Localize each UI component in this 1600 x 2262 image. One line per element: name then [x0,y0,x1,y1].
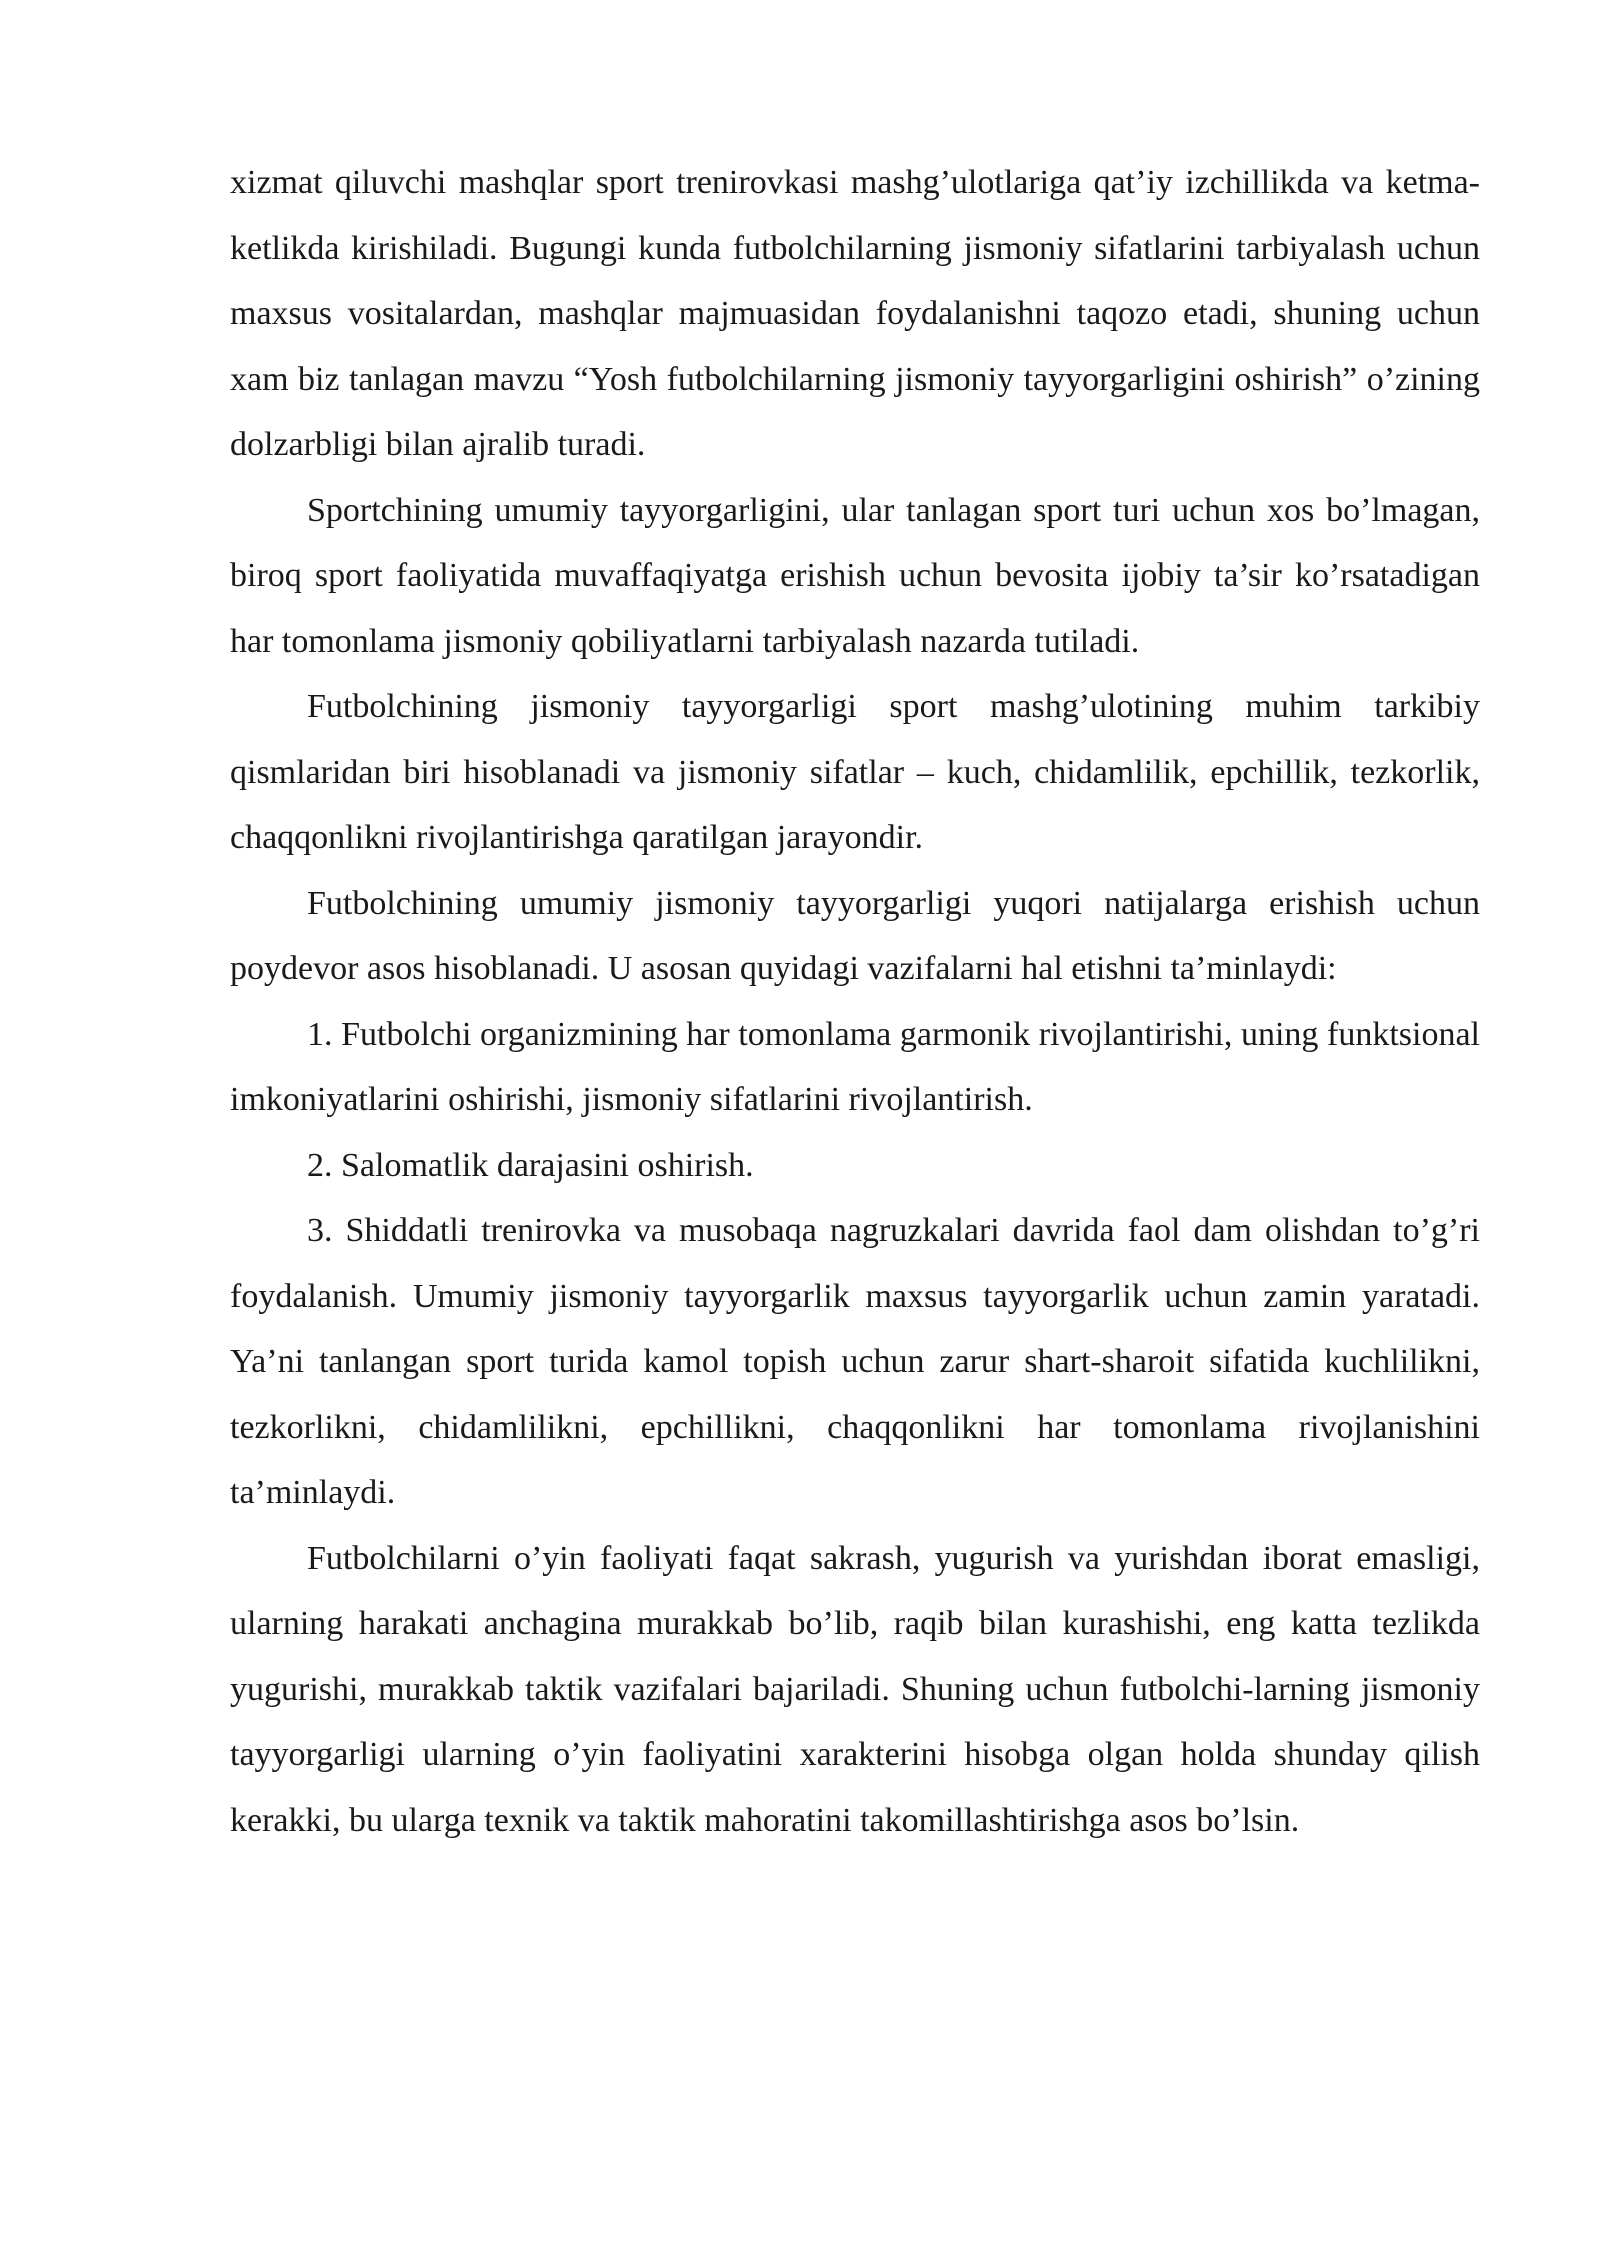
list-item: 1. Futbolchi organizmining har tomonlama garmonik rivojlantirishi, uning funktsional imkoniyatlarini oshirishi, jismoniy sifatlarini rivojlantirish. [230,1015,1480,1118]
paragraph: Futbolchining umumiy jismoniy tayyorgarligi yuqori natijalarga erishish uchun poydevor asos hisoblanadi. U asosan quyidagi vazifalarni hal etishni ta’minlaydi: [230,884,1480,987]
list-item: 3. Shiddatli trenirovka va musobaqa nagruzkalari davrida faol dam olishdan to’g’ri foydalanish. Umumiy jismoniy tayyorgarlik maxsus tayyorgarlik uchun zamin yaratadi. Ya’ni tanlangan sport turida kamol topish uchun zarur shart-sharoit sifatida kuchlilikni, tezkorlikni, chidamlilikni, epchillikni, chaqqonlikni har tomonlama rivojlanishini ta’minlaydi. [230,1212,1480,1511]
list-item: 2. Salomatlik darajasini oshirish. [307,1146,754,1184]
paragraph: Sportchining umumiy tayyorgarligini, ular tanlagan sport turi uchun xos bo’lmagan, biroq sport faoliyatida muvaffaqiyatga erishish uchun bevosita ijobiy ta’sir ko’rsatadigan har tomonlama jismoniy qobiliyatlarni tarbiyalash nazarda tutiladi. [230,491,1480,660]
document-body [230,150,1480,1853]
paragraph-continuation: xizmat qiluvchi mashqlar sport trenirovkasi mashg’ulotlariga qat’iy izchillikda va ketma-ketlikda kirishiladi. Bugungi kunda futbolchilarning jismoniy sifatlarini tarbiyalash uchun maxsus vositalardan, mashqlar majmuasidan foydalanishni taqozo etadi, shuning uchun xam biz tanlagan mavzu “Yosh futbolchilarning jismoniy tayyorgarligini oshirish” o’zining dolzarbligi bilan ajralib turadi. [230,164,1480,463]
paragraph: Futbolchining jismoniy tayyorgarligi sport mashg’ulotining muhim tarkibiy qismlaridan biri hisoblanadi va jismoniy sifatlar – kuch, chidamlilik, epchillik, tezkorlik, chaqqonlikni rivojlantirishga qaratilgan jarayondir. [230,688,1480,856]
paragraph: Futbolchilarni o’yin faoliyati faqat sakrash, yugurish va yurishdan iborat emasligi, ularning harakati anchagina murakkab bo’lib, raqib bilan kurashishi, eng katta tezlikda yugurishi, murakkab taktik vazifalari bajariladi. Shuning uchun futbolchi-larning jismoniy tayyorgarligi ularning o’yin faoliyatini xarakterini hisobga olgan holda shunday qilish kerakki, bu ularga texnik va taktik mahoratini takomillashtirishga asos bo’lsin. [230,1539,1480,1839]
